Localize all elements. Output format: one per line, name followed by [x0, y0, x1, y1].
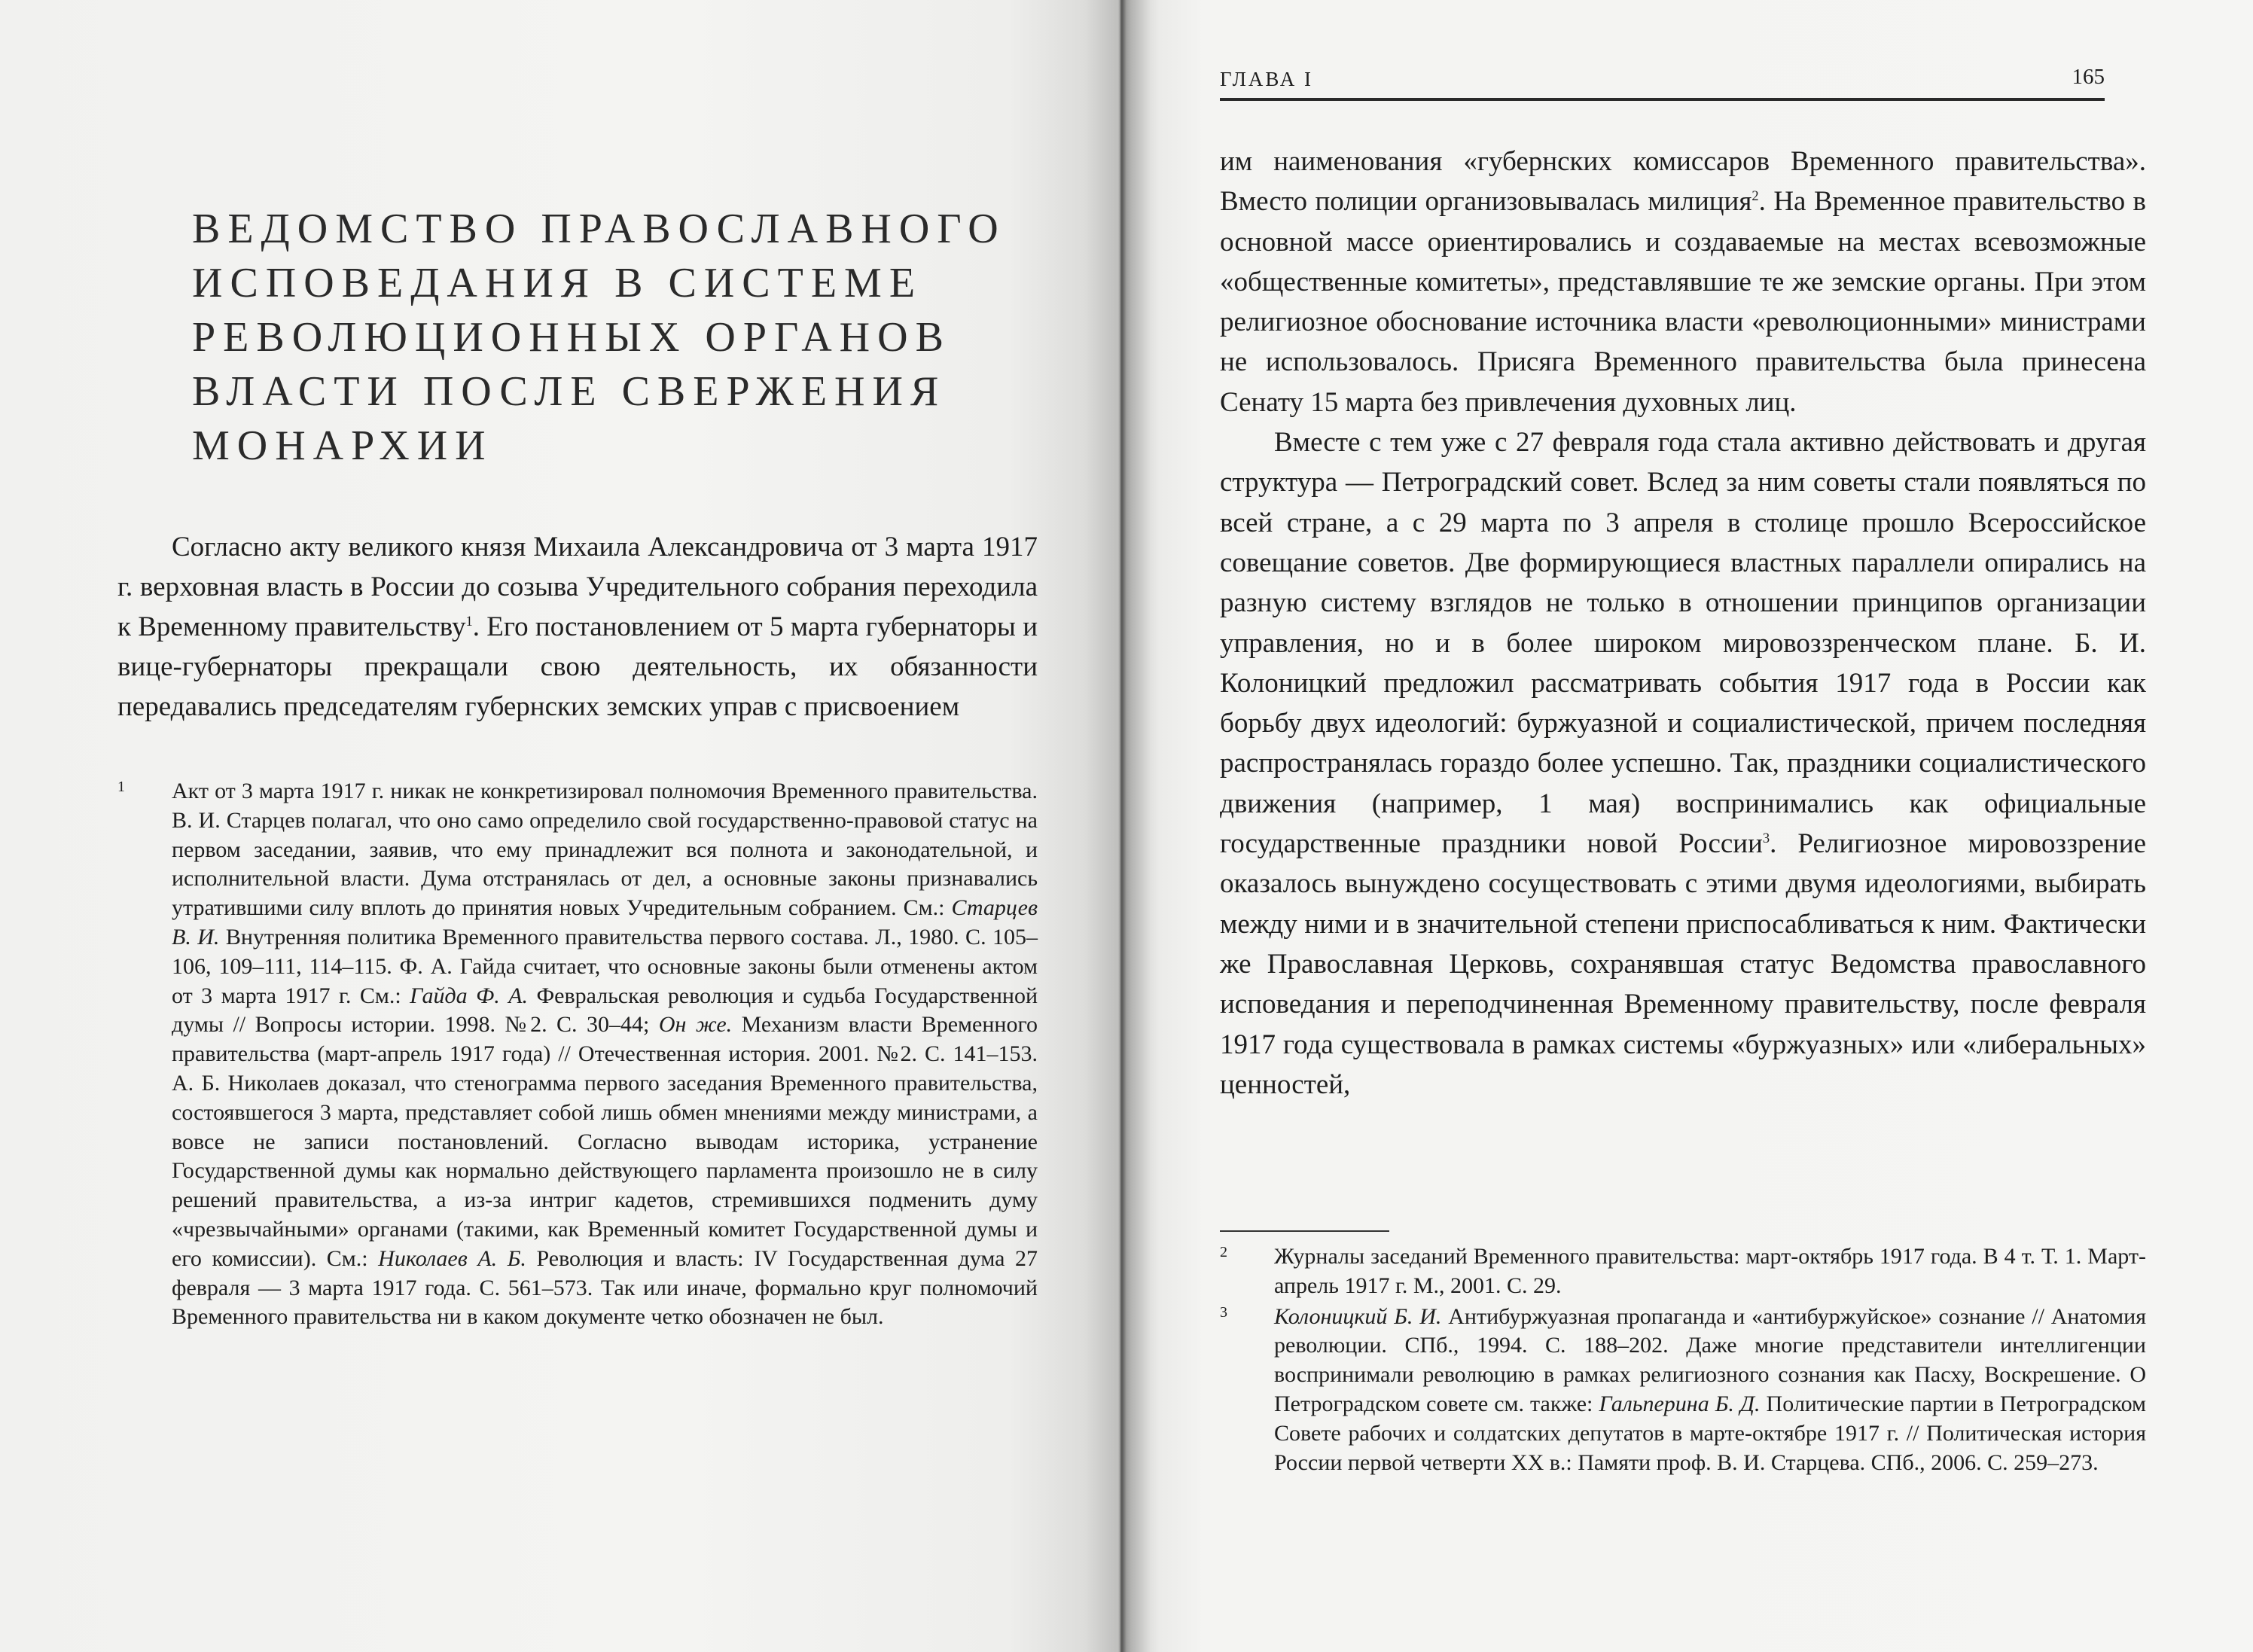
left-footnotes	[117, 777, 1038, 1332]
footnote-3	[1220, 1303, 2146, 1478]
footnote-2	[1220, 1242, 2146, 1301]
chapter-title-line: МОНАРХИИ	[192, 422, 493, 469]
footnote-ref[interactable]: 3	[1762, 831, 1770, 847]
footnote-1	[117, 777, 1038, 1332]
paragraph-text: Согласно акту великого князя Михаила Александровича от 3 марта 1917 г. верховная власть в России до созыва Учредительного собрания переходила к Временному правительству	[117, 532, 1038, 642]
footnote-segment: Внутренняя политика Временного правительства первого состава. Л., 1980. С. 105–106, 109–111, 114–115. Ф. А. Гайда считает, что основные законы были отменены актом от 3 марта 1917 г. См.:	[172, 924, 1038, 1008]
footnote-number: 2	[1220, 1244, 1227, 1260]
footnote-divider	[1220, 1230, 1389, 1232]
footnote-ref[interactable]: 2	[1751, 189, 1759, 205]
running-title: ГЛАВА I	[1220, 68, 1313, 90]
right-body-text	[1220, 142, 2146, 1105]
left-body-text	[117, 527, 1038, 727]
footnote-text	[1274, 1303, 2146, 1478]
footnote-author: Гайда Ф. А.	[410, 983, 529, 1008]
footnote-number: 1	[117, 779, 125, 795]
footnote-text	[172, 777, 1038, 1332]
paragraph-text: . На Временное правительство в основной массе ориентировались и создаваемые на местах всевозможные «общественные комитеты», представлявшие те же земские органы. При этом религиозное обоснование источника власти «революционными» министрами не использовалось. Присяга Временного правительства была принесена Сенату 15 марта без привлечения духовных лиц.	[1220, 186, 2146, 418]
paragraph-text: им наименования «губернских комиссаров Временного правительства». Вместо полиции организовывалась милиция	[1220, 146, 2146, 218]
footnote-text: Журналы заседаний Временного правительства: март-октябрь 1917 года. В 4 т. Т. 1. Март-апрель 1917 г. М., 2001. С. 29.	[1274, 1244, 2146, 1298]
page-number: 165	[2072, 65, 2105, 89]
footnote-author: Гальперина Б. Д.	[1599, 1391, 1761, 1416]
chapter-title-line: ИСПОВЕДАНИЯ В СИСТЕМЕ	[192, 260, 923, 306]
running-head	[1220, 62, 2105, 101]
chapter-title-line: ВЕДОМСТВО ПРАВОСЛАВНОГО	[192, 206, 1006, 252]
footnote-author: Он же.	[658, 1012, 733, 1038]
footnote-author: Николаев А. Б.	[378, 1245, 526, 1271]
footnote-segment: Механизм власти Временного правительства (март-апрель 1917 года) // Отечественная история. 2001. №2. С. 141–153. А. Б. Николаев доказал, что стенограмма первого заседания Временного правительства, состоявшегося 3 марта, представляет собой лишь обмен мнениями между министрами, а вовсе не записи постановлений. Согласно выводам историка, устранение Государственной думы как нормально действующего парламента произошло не в силу решений правительства, а из-за интриг кадетов, стремившихся подменить думу «чрезвычайными» органами (такими, как Временный комитет Государственной думы и его комиссии). См.:	[172, 1012, 1038, 1271]
footnote-segment: Политические партии в Петроградском Совете рабочих и солдатских депутатов в марте-октябре 1917 г. // Политическая история России первой четверти XX в.: Памяти проф. В. И. Старцева. СПб., 2006. С. 259–273.	[1274, 1391, 2146, 1475]
paragraph	[117, 527, 1038, 727]
paragraph	[1220, 422, 2146, 1105]
chapter-title-line: ВЛАСТИ ПОСЛЕ СВЕРЖЕНИЯ	[192, 368, 947, 415]
paragraph-text: Вместе с тем уже с 27 февраля года стала активно действовать и другая структура — Петроградский совет. Вслед за ним советы стали появляться по всей стране, а с 29 марта по 3 апреля в столице прошло Всероссийское совещание советов. Две формирующиеся властных параллели опирались на разную систему взглядов не только в отношении принципов организации управления, но и в более широком мировоззренческом плане. Б. И. Колоницкий предложил рассматривать события 1917 года в России как борьбу двух идеологий: буржуазной и социалистической, причем последняя распространялась гораздо более успешно. Так, праздники социалистического движения (например, 1 мая) воспринимались как официальные государственные праздники новой России	[1220, 427, 2146, 860]
paragraph-text: . Религиозное мировоззрение оказалось вынуждено сосуществовать с этими двумя идеологиями, выбирать между ними и в значительной степени приспосабливаться к ним. Фактически же Православная Церковь, сохранявшая статус Ведомства православного исповедания и переподчиненная Временному правительству, после февраля 1917 года существовала в рамках системы «буржуазных» или «либеральных» ценностей,	[1220, 828, 2146, 1100]
footnote-segment: Антибуржуазная пропаганда и «антибуржуйское» сознание // Анатомия революции. СПб., 1994. С. 188–202. Даже многие представители интеллигенции воспринимали революцию в рамках религиозного сознания как Пасху, Воскрешение. О Петроградском совете см. также:	[1274, 1303, 2146, 1416]
footnote-segment: Акт от 3 марта 1917 г. никак не конкретизировал полномочия Временного правительства. В. И. Старцев полагал, что оно само определило свой государственно-правовой статус на первом заседании, заявив, что ему принадлежит вся полнота и законодательной, и исполнительной власти. Дума отстранялась от дел, а основные законы признавались утратившими силу вплоть до принятия новых Учредительным собранием. См.:	[172, 779, 1038, 921]
footnote-author: Колоницкий Б. И.	[1274, 1303, 1442, 1329]
paragraph-text: . Его постановлением от 5 марта губернаторы и вице-губернаторы прекращали свою деятельность, их обязанности передавались председателям губернских земских управ с присвоением	[117, 611, 1038, 722]
chapter-title	[192, 202, 1058, 473]
footnote-author: Старцев В. И.	[172, 895, 1038, 949]
footnote-segment: Революция и власть: IV Государственная дума 27 февраля — 3 марта 1917 года. С. 561–573. Так или иначе, формально круг полномочий Временного правительства ни в каком документе четко обозначен не был.	[172, 1245, 1038, 1330]
footnote-number: 3	[1220, 1303, 1227, 1321]
left-page	[0, 0, 1120, 1652]
footnote-ref[interactable]: 1	[465, 614, 473, 630]
footnote-segment: Февральская революция и судьба Государственной думы // Вопросы истории. 1998. №2. С. 30–44;	[172, 983, 1038, 1038]
right-footnotes	[1220, 1242, 2146, 1479]
paragraph	[1220, 142, 2146, 422]
chapter-title-line: РЕВОЛЮЦИОННЫХ ОРГАНОВ	[192, 314, 951, 361]
